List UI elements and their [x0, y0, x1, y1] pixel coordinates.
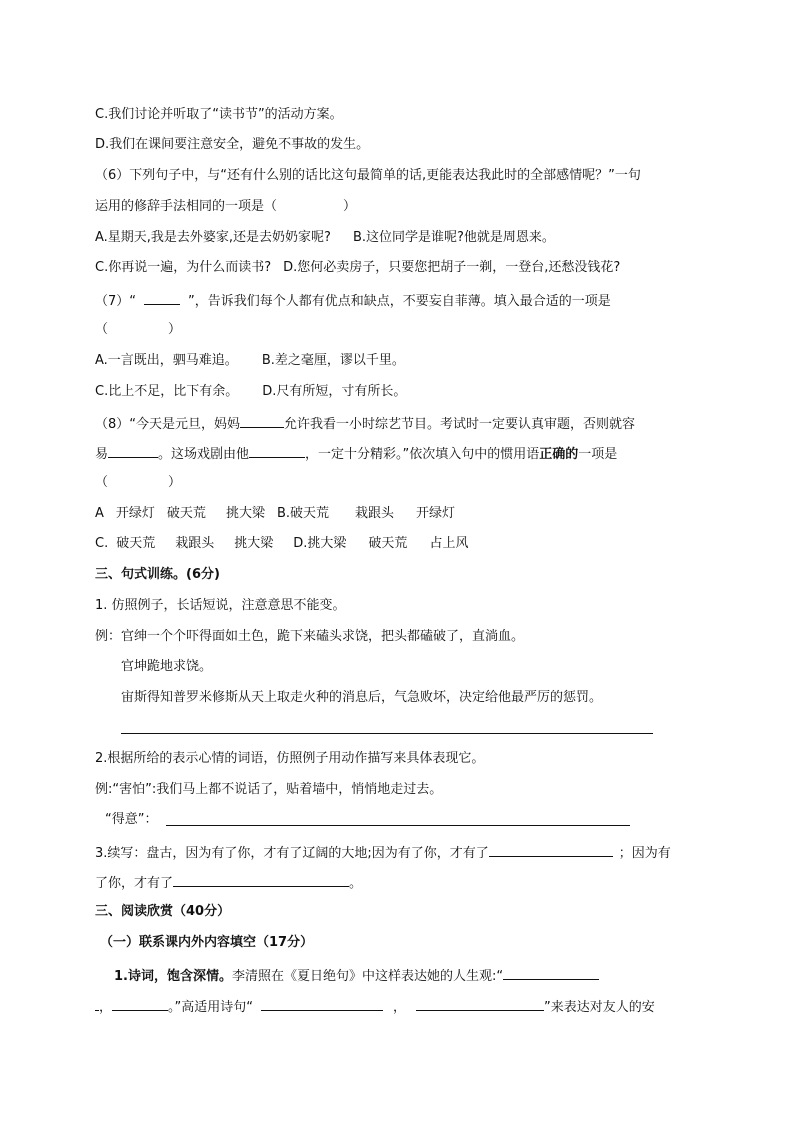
- question-6-line-1: （6）下列句子中，与“还有什么别的话比这句最简单的话,更能表达我此时的全部感情呢？”一句: [95, 168, 641, 183]
- q7-prefix: （7）“: [95, 294, 137, 309]
- paren-close: ）: [343, 199, 357, 214]
- q8-option-d: D.挑大梁: [293, 536, 347, 551]
- sentence-task-2: 2.根据所给的表示心情的词语，仿照例子用动作描写来具体表现它。: [95, 751, 485, 766]
- q6-option-b: B.这位同学是谁呢?他就是周恩来。: [352, 230, 555, 245]
- sentence-task-3-line-1: [95, 842, 671, 863]
- sentence-task-1-example: 例：官绅一个个吓得面如土色，跪下来磕头求饶，把头都磕破了，直淌血。: [95, 629, 525, 644]
- q8-option-word: 占上风: [429, 536, 469, 551]
- q8-option-word: 栽跟头: [175, 536, 215, 551]
- q8-text: 一项是: [578, 447, 618, 462]
- q7-fill-blank[interactable]: [144, 290, 180, 305]
- q8-option-word: 破天荒: [116, 536, 156, 551]
- q8-text: 。这场戏剧由他: [158, 447, 250, 462]
- reading-1-line-1: [114, 965, 599, 986]
- q8-option-word: 栽跟头: [355, 506, 395, 521]
- task-3-blank-2[interactable]: [173, 872, 349, 887]
- subsection-1-title: （一）联系课内外内容填空（17分）: [100, 935, 314, 950]
- question-6-line-2: [95, 198, 356, 216]
- q8-option-a-letter: A: [95, 506, 104, 521]
- reading-1-text: ，: [393, 1000, 407, 1015]
- q8-prompt-start: （8）“今天是元旦，妈妈: [95, 417, 241, 432]
- paren-open: （: [95, 322, 109, 337]
- question-7-line-2: [95, 321, 181, 339]
- reading-1-blank-1[interactable]: [503, 965, 599, 980]
- q8-option-b: B.破天荒: [276, 506, 330, 521]
- paren-open: （: [95, 475, 109, 490]
- q7-option-d: D.尺有所短，寸有所长。: [262, 384, 407, 399]
- question-8-line-2: [95, 443, 617, 464]
- reading-1-blank-3[interactable]: [261, 996, 383, 1011]
- q8-fill-blank-3[interactable]: [249, 443, 305, 458]
- question-7-options-row-1: [95, 352, 405, 370]
- option-c-line: C.我们讨论并听取了“读书节”的活动方案。: [95, 107, 343, 122]
- question-7-line-1: [95, 290, 611, 311]
- q7-prompt: ”，告诉我们每个人都有优点和缺点，不要妄自菲薄。填入最合适的一项是: [188, 294, 611, 309]
- reading-1-text: 李清照在《夏日绝句》中这样表达她的人生观:“: [231, 969, 504, 984]
- answer-line[interactable]: [121, 733, 653, 734]
- q7-option-a: A.一言既出，驷马难追。: [95, 353, 238, 368]
- q8-fill-blank-2[interactable]: [108, 443, 158, 458]
- q6-option-d: D.您何必卖房子，只要您把胡子一剃，一登台,还愁没钱花?: [283, 260, 621, 275]
- q7-option-b: B.差之毫厘，谬以千里。: [261, 353, 405, 368]
- q8-fill-blank-1[interactable]: [240, 413, 284, 428]
- sentence-task-1-prompt: 宙斯得知普罗米修斯从天上取走火种的消息后，气急败坏，决定给他最严厉的惩罚。: [121, 690, 603, 705]
- q8-option-word: 破天荒: [166, 506, 206, 521]
- sentence-task-1-example-answer: 官坤跪地求饶。: [121, 659, 213, 674]
- section-3-title: 三、句式训练。(6分): [95, 567, 220, 582]
- option-d-line: D.我们在课间要注意安全，避免不事故的发生。: [95, 137, 370, 152]
- question-6-options-row-2: [95, 259, 620, 277]
- question-8-options-row-1: [95, 505, 455, 523]
- reading-1-blank-4[interactable]: [416, 996, 544, 1011]
- task-3-text: 。: [349, 876, 363, 891]
- q8-option-word: 开绿灯: [115, 506, 155, 521]
- q8-option-word: 挑大梁: [234, 536, 274, 551]
- sentence-task-2-prompt: “得意”：: [105, 812, 158, 827]
- q8-option-c-letter: C.: [95, 536, 109, 551]
- q6-option-c: C.你再说一遍，为什么而读书?: [95, 260, 272, 275]
- q8-prompt-cont: 允许我看一小时综艺节目。考试时一定要认真审题，否则就容: [284, 417, 636, 432]
- question-8-line-3: [95, 474, 181, 492]
- section-4-title: 三、阅读欣赏（40分）: [95, 904, 231, 919]
- paren-close: ）: [168, 475, 182, 490]
- answer-line[interactable]: [166, 825, 630, 826]
- reading-1-text: ，: [99, 1000, 113, 1015]
- q8-text: ，一定十分精彩。”依次填入句中的惯用语: [305, 447, 540, 462]
- q8-option-word: 挑大梁: [225, 506, 265, 521]
- q8-option-word: 开绿灯: [416, 506, 456, 521]
- reading-1-text: ”来表达对友人的安: [544, 1000, 655, 1015]
- q8-option-word: 破天荒: [368, 536, 408, 551]
- task-3-text: ；因为有: [618, 846, 671, 861]
- reading-1-blank-2[interactable]: [112, 996, 168, 1011]
- paren-close: ）: [168, 322, 182, 337]
- q6-option-a: A.星期天,我是去外婆家,还是去奶奶家呢?: [95, 230, 331, 245]
- sentence-task-2-example: 例:“害怕”:我们马上都不说话了，贴着墙中，悄悄地走过去。: [95, 782, 443, 797]
- sentence-task-3-line-2: [95, 872, 362, 893]
- q8-emphasis: 正确的: [539, 447, 579, 462]
- q8-text: 易: [95, 447, 109, 462]
- sentence-task-1: 1. 仿照例子，长话短说，注意意思不能变。: [95, 598, 346, 613]
- task-3-text: 3.续写：盘古，因为有了你，才有了辽阔的大地;因为有了你，才有了: [95, 846, 489, 861]
- question-8-line-1: [95, 413, 635, 434]
- q7-option-c: C.比上不足，比下有余。: [95, 384, 239, 399]
- reading-1-line-2: [95, 996, 655, 1017]
- question-8-options-row-2: [95, 535, 468, 553]
- question-6-options-row-1: [95, 229, 555, 247]
- question-7-options-row-2: [95, 383, 406, 401]
- task-3-blank-1[interactable]: [489, 842, 613, 857]
- question-6-prompt: 运用的修辞手法相同的一项是（: [95, 199, 278, 214]
- reading-1-heading: 1.诗词，饱含深情。: [114, 969, 232, 984]
- reading-1-text: 。”高适用诗句“: [168, 1000, 253, 1015]
- task-3-text: 了你，才有了: [95, 876, 174, 891]
